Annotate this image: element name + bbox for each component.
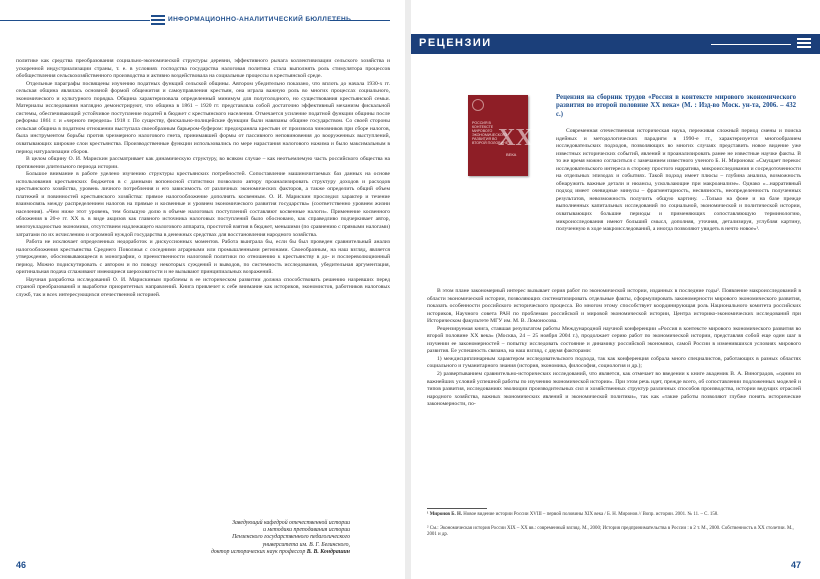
book-cover-subtitle: ВЕКА	[506, 152, 517, 157]
book-cover-image	[468, 95, 533, 176]
signature-line	[211, 549, 350, 556]
footnote-2: ² См.: Экономическая история России XIX – XX вв.: современный взгляд. М., 2000; История предпринимательства в России : в 2 т. М., 2000. Собственность в XX столетии. М., 2001 и др.	[427, 526, 794, 537]
signature-line: университета им. В. Г. Белинского,	[262, 541, 350, 548]
footnote-author: ¹ Миронов Б. Н.	[427, 512, 462, 517]
bulletin-title: ИНФОРМАЦИОННО-АНАЛИТИЧЕСКИЙ БЮЛЛЕТЕНЬ	[168, 16, 352, 23]
paragraph: В этом плане закономерный интерес вызывает серия работ по экономической истории, изданных в последние годы². Появление макроисследований в области экономической истории, позволяющих систематизировать отдельные факты, сформулировать закономерности мирового экономического развития, показать особенности российского исторического процесса. Во многом этому способствует координирующая роль Национального комитета российских историков, Научного совета РАН по проблемам российской и мировой экономической истории, Центра историко-экономических исследований при Историческом факультете МГУ им. М. В. Ломоносова.	[427, 288, 801, 325]
right-text-column-top	[556, 128, 801, 234]
footnote-text: Новое видение истории России XVIII – первой половины XIX века / Б. Н. Миронов // Вопр. истории. 2001. № 11. – С. 158.	[462, 512, 719, 517]
right-page	[411, 0, 820, 579]
paragraph: В целом общину О. И. Марискин рассматривает как динамическую структуру, во всяком случае – как неотъемлемую часть российского общества на протяжении длительного периода истории.	[16, 156, 390, 170]
section-title: РЕЦЕНЗИИ	[419, 37, 492, 49]
review-title: Рецензия на сборник трудов «Россия в контексте мирового экономического развития во второй половине XX века» (М. : Изд-во Моск. ун-та, 2006. – 432 с.)	[556, 94, 796, 118]
paragraph: Научная разработка исследований О. И. Марискиным проблемы в ее историческом развитии должна способствовать решению назревших перед страной преобразований и выработке приоритетных направлений. Книга привлечет к себе внимание как историков, экономистов, работников налоговых служб, так и всех интересующихся отечественной историей.	[16, 276, 390, 298]
signature-line: и методики преподавания истории	[263, 527, 350, 534]
right-text-column	[427, 288, 801, 409]
paragraph: Рецензируемая книга, ставшая результатом работы Международной научной конференции «Россия в контексте мирового экономического развития во второй половине XX века» (Москва, 24 – 25 ноября 2004 г.), продолжает серию работ по экономической истории, представляя собой еще один шаг в изучении ее закономерностей – попытку исследовать состояние и динамику российской экономики, самой России в изменившихся условиях мирового развития. Ее успешность связана, на наш взгляд, с двумя факторами:	[427, 325, 801, 355]
paragraph: Современная отечественная историческая наука, переживая сложный период смены и поиска идейных и методологических парадигм в 1990-е гг., характеризуется многообразием исследовательских подходов, позволяющих во многих случаях представить новое видение уже известных исторических событий, явлений и проанализировать ранее не известные научке факты. В то же время можно согласиться с замечанием известного ученого Б. Н. Миронова: «Смущает перекос исследовательского интереса в сторону простого нарратива, микроисследования и сосредоточенности на отдельных эпизодах и событиях. Такой подход имеет плюсы – глубина анализа, возможность обнаружить важные детали и нюансы, ускользающие при макроанализе». Однако «...нарративный подход имеет очевидные минусы – фрагментарность, несвязность, неопределенность полученных результатов, невозможность получить общую картину. ...Только на фоне и на базе прежде выполненных капитальных исследований по социальной, экономической и политической истории, охватывающих большие периоды и применяющих сопоставляющую терминологию, микроисследования имеют больший смысл, дополняя, уточняя, детализируя, углубляя картину, полученную в ходе макроисследований, а иногда позволяют увидеть в нечто новое»¹.	[556, 128, 801, 233]
paragraph: 2) развертыванием сравнительно-исторических исследований, что является, как отмечает во введении к книге академик В. А. Виноградов, «одним из важнейших условий успешной работы по изучению экономической истории». При этом речь идет, прежде всего, об сопоставлении подложенных моделей и типов развития, исследованиях эволюции производительных сил и хозяйственных структур различных способов производства, истории ведущих отраслей народного хозяйства, важных экономических явлений и экономической политики», так как «такие работы позволяют глубже понять исторические закономерности, по-	[427, 371, 801, 408]
journal-logo-icon	[797, 38, 811, 50]
header-rule	[711, 44, 791, 45]
page-number-right: 47	[791, 560, 802, 570]
footnote-rule	[427, 508, 487, 509]
paragraph: Большое внимание в работе уделено изучению структуры крестьянских потребностей. Сопоставление машиночитаемых баз данных на основе использования крестьянских бюджетов в с данными вопоносной статистики позволило автору проанализировать структуру доходов и расходов крестьянского хозяйства, уровень личного потребления и его зависимость от различных экономических факторов, а также определить общий объем платежей и повинностей крестьянского хозяйства: прямое налогообложение дополнять косвенным. О. И. Марискин проследил характер и течение взаимосвязь между распределением налогов на прямые и косвенные и уровнем экономического развития государства» (соответственно уровнем жизни населения). «Чем ниже этот уровень, тем большую долю в объеме налоговых поступлений составляют косвенные налоги». Применение косвенного обложения в 20-е гг. XX в. в виде акцизов как главного источника налоговых поступлений было обосновано, как справедливо подчеркивает автор, многоукладностью экономики, отсутствием надлежащего налогового аппарата, простотой взятия в бюджет, меньшими (по сравнению с прямыми налогами) затратами по их исчислению и огромной нуждой государства в денежных средствах для восстановления народного хозяйства.	[16, 171, 390, 238]
journal-logo-icon	[151, 15, 165, 27]
author-name: В. В. Кондрашин	[306, 548, 350, 555]
paragraph: Работа не исключает определенных недоработок и дискуссионных моментов. Работа выиграла бы, если бы был проведен сравнительный анализ налогообложения крестьянства Среднего Поволжья с соседними аграрными или промышленными регионами. Своеобразным, на наш взгляд, является утверждение, обосновывающееся в монографии, о преемственности налоговой политики по отношению к крестьянству в до- и послереволюционный период. Можно подискутировать с автором и по поводу некоторых суждений и выводов, по системность исследования, убедительная аргументация, оригинальная подача сглаживают имеющиеся шероховатости и не вызывают принципиальных возражений.	[16, 239, 390, 276]
signature-line: Пензенского государственного педагогического	[232, 534, 350, 541]
emblem-icon	[472, 99, 484, 111]
book-cover-title: РОССИЯ В КОНТЕКСТЕ МИРОВОГО ЭКОНОМИЧЕСКОГО РАЗВИТИЯ ВО ВТОРОЙ ПОЛОВИНЕ	[472, 121, 509, 146]
author-degree: доктор исторических наук профессор	[210, 548, 307, 555]
paragraph: политике как средства преобразования социально-экономической структуры деревни, эффективного рычага коллективизации сельского хозяйства и ускоренной индустриализации страны, т. е. в условиях господства государства налоговая политика стала выполнять роль стимулятора процессов обобществления сельскохозяйственного производства и активно воздействовала на социальные процессы в крестьянской среде.	[16, 58, 390, 80]
left-text-column	[16, 58, 390, 300]
book-cover-roman: XX	[498, 125, 533, 151]
header-rule	[0, 20, 150, 21]
paragraph: 1) междисциплинарным характером исследовательского подхода, так как конференция собрала много специалистов, работающих в разных областях социального и гуманитарного знания (история, экономика, философия, социология и др.);	[427, 355, 801, 370]
paragraph: Отдельные параграфы посвящены изучению податных функций сельской общины. Автором убедительно показано, что вплоть до начала 1930-х гг. сельская община являлась основной формой общежития и самоуправления крестьян, она играла важную роль во многих процессах социального, экономического и культурного порядка. Община характеризовала определенный минимум для полуголодного, но существования крестьянской семьи. Материалы исследования наглядно демонстрируют, что община в 1861 – 1920 гг. представляла собой достаточно эффективный механизм фискальной системы, обеспечивающий устойчивое поступление податей в бюджет с крестьянского населения. Отмечается усиление податной функции общины после реформы 1861 г. и «черного передела» 1918 г. По существу, фискально-полицейские функции были навязаны общине государством. Со своей стороны сельская община в податном отношении выступала своеобразным барьером-буфером: предохраняла крестьян от произвола чиновников при сборе налогов, была инструментом борьбы против чрезмерного налогового гнета, принимавшей формы от пассивного неповиновения до вооруженных выступлений, охватывающих широкие слои крестьянства. Производственные функции использовались по мере нарастания налогового нажима и было максимальным в период натурализации сборов.	[16, 80, 390, 155]
left-page	[0, 0, 405, 579]
page-number-left: 46	[16, 560, 27, 570]
signature-line: Заведующий кафедрой отечественной истории	[232, 520, 350, 526]
footnote-1	[427, 512, 801, 518]
author-signature	[211, 520, 350, 556]
